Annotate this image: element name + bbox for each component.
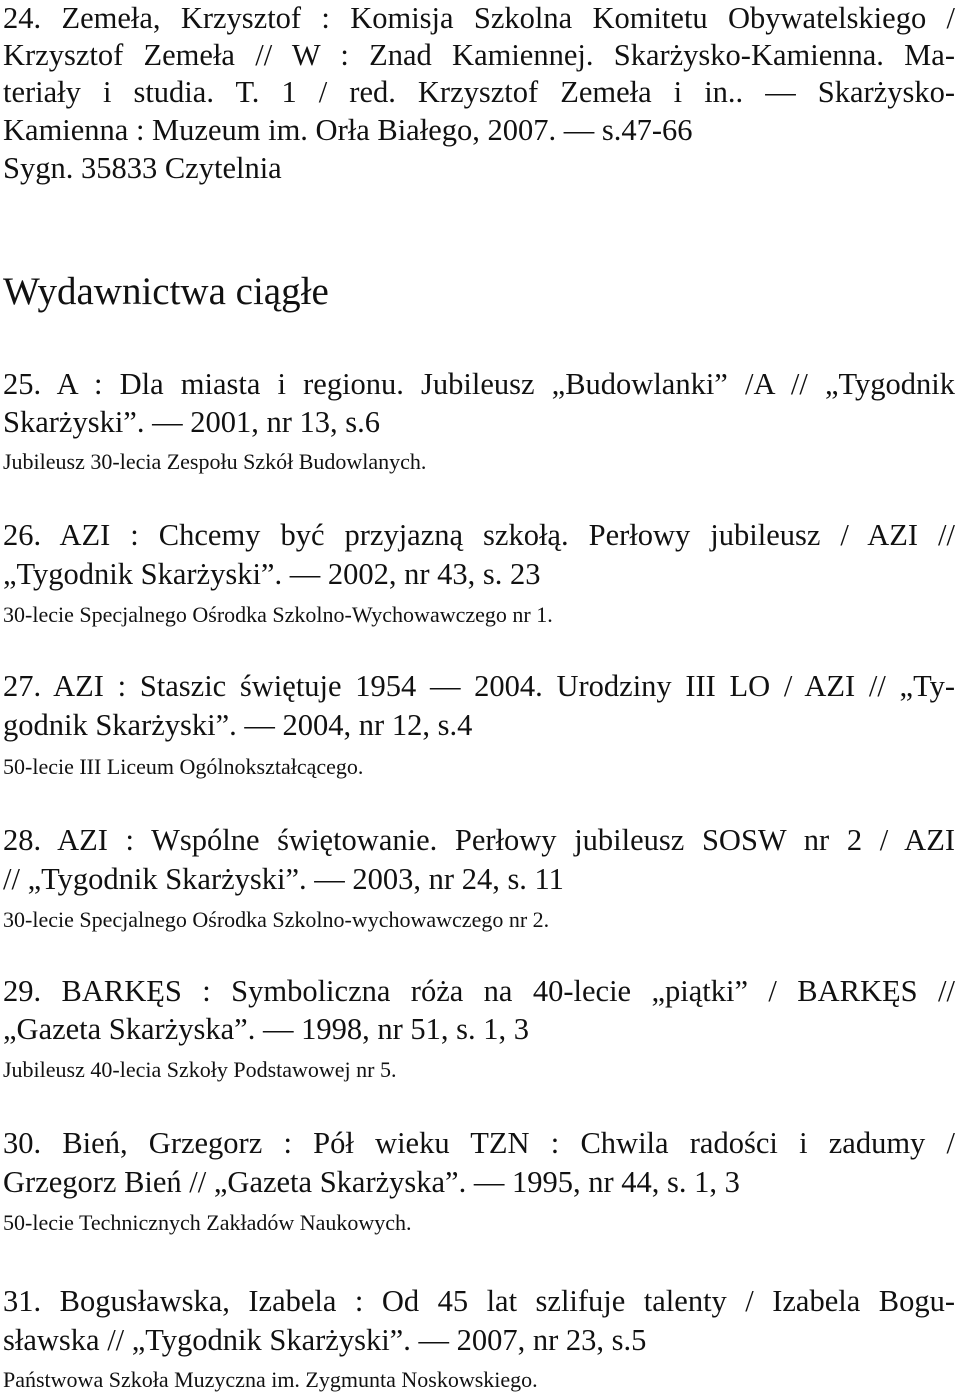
entry-27-line-2: godnik Skarżyski”. — 2004, nr 12, s.4 — [3, 708, 473, 742]
entry-28-line-2: // „Tygodnik Skarżyski”. — 2003, nr 24, s. 11 — [3, 862, 564, 896]
entry-31-line-1: 31. Bogusławska, Izabela : Od 45 lat szlifuje talenty / Izabela Bogu- — [3, 1284, 955, 1318]
entry-31-note: Państwowa Szkoła Muzyczna im. Zygmunta Noskowskiego. — [3, 1367, 538, 1392]
entry-27-note: 50-lecie III Liceum Ogólnokształcącego. — [3, 754, 364, 779]
entry-24-signature: Sygn. 35833 Czytelnia — [3, 151, 282, 185]
entry-30-line-1: 30. Bień, Grzegorz : Pół wieku TZN : Chwila radości i zadumy / — [3, 1126, 955, 1160]
entry-29-line-2: „Gazeta Skarżyska”. — 1998, nr 51, s. 1, 3 — [3, 1012, 529, 1046]
entry-24-line-3: teriały i studia. T. 1 / red. Krzysztof Zemeła i in.. — Skarżysko- — [3, 75, 955, 109]
entry-28-note: 30-lecie Specjalnego Ośrodka Szkolno-wychowawczego nr 2. — [3, 907, 550, 932]
entry-26-line-2: „Tygodnik Skarżyski”. — 2002, nr 43, s. 23 — [3, 557, 541, 591]
entry-24-line-1: 24. Zemeła, Krzysztof : Komisja Szkolna Komitetu Obywatelskiego / — [3, 1, 955, 35]
entry-28-line-1: 28. AZI : Wspólne świętowanie. Perłowy jubileusz SOSW nr 2 / AZI — [3, 823, 955, 857]
entry-26-line-1: 26. AZI : Chcemy być przyjazną szkołą. Perłowy jubileusz / AZI // — [3, 518, 955, 552]
entry-25-line-1: 25. A : Dla miasta i regionu. Jubileusz „Budowlanki” /A // „Tygodnik — [3, 367, 955, 401]
entry-31-line-2: sławska // „Tygodnik Skarżyski”. — 2007, nr 23, s.5 — [3, 1323, 647, 1357]
entry-30-line-2: Grzegorz Bień // „Gazeta Skarżyska”. — 1995, nr 44, s. 1, 3 — [3, 1165, 740, 1199]
entry-25-line-2: Skarżyski”. — 2001, nr 13, s.6 — [3, 405, 380, 439]
entry-24-line-4: Kamienna : Muzeum im. Orła Białego, 2007. — s.47-66 — [3, 113, 693, 147]
entry-26-note: 30-lecie Specjalnego Ośrodka Szkolno-Wychowawczego nr 1. — [3, 602, 553, 627]
entry-30-note: 50-lecie Technicznych Zakładów Naukowych. — [3, 1210, 412, 1235]
entry-29-line-1: 29. BARKĘS : Symboliczna róża na 40-lecie „piątki” / BARKĘS // — [3, 974, 955, 1008]
entry-24-line-2: Krzysztof Zemeła // W : Znad Kamiennej. Skarżysko-Kamienna. Ma- — [3, 38, 955, 72]
entry-27-line-1: 27. AZI : Staszic świętuje 1954 — 2004. Urodziny III LO / AZI // „Ty- — [3, 669, 955, 703]
entry-25-note: Jubileusz 30-lecia Zespołu Szkół Budowlanych. — [3, 449, 427, 474]
section-heading: Wydawnictwa ciągłe — [3, 270, 329, 313]
entry-29-note: Jubileusz 40-lecia Szkoły Podstawowej nr 5. — [3, 1057, 397, 1082]
